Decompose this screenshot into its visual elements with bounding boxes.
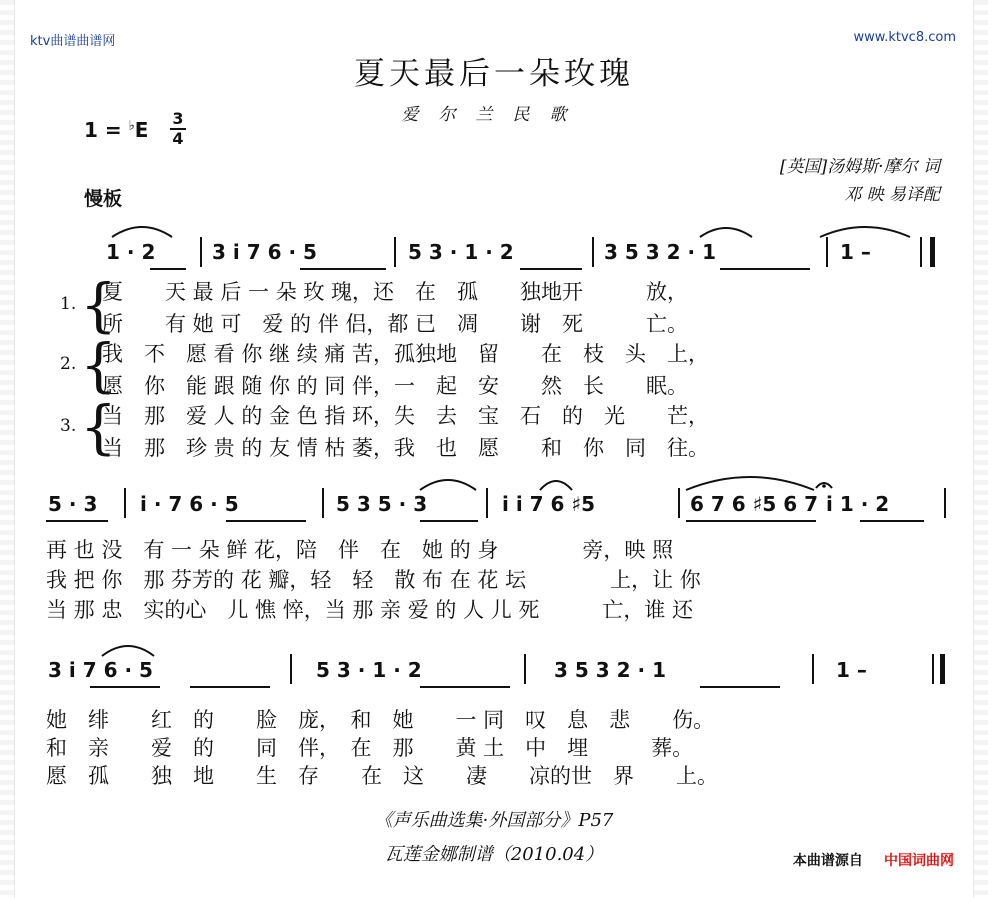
beam — [300, 268, 386, 270]
measure: 6 7 6 ♯5 6 7 — [690, 492, 818, 516]
barline — [524, 654, 526, 684]
lyricist-credit: [英国]汤姆斯·摩尔 词 — [779, 157, 940, 177]
beam — [90, 686, 160, 688]
beam — [226, 520, 306, 522]
book-reference: 《声乐曲选集·外国部分》P57 — [374, 810, 614, 831]
barline — [322, 488, 324, 518]
measure: i · 7 6 · 5 — [140, 492, 239, 516]
lyric-line: 我 不 愿 看 你 继 续 痛 苦，孤独地 留 在 枝 头 上， — [102, 342, 710, 366]
measure: 1 · 2 — [106, 240, 156, 264]
key-prefix: 1 = — [84, 118, 129, 142]
end-barline-thick — [940, 654, 945, 684]
lyric-line: 和 亲 爱 的 同 伴， 在 那 黄 土 中 埋 葬。 — [46, 736, 694, 760]
measure: 1 – — [840, 240, 871, 264]
source-prefix: 本曲谱源自 — [792, 853, 863, 869]
lyric-line: 当 那 珍 贵 的 友 情 枯 萎，我 也 愿 和 你 同 往。 — [102, 436, 710, 460]
barline — [592, 237, 594, 267]
beam — [520, 268, 582, 270]
time-bottom: 4 — [170, 128, 186, 148]
lyric-line: 夏 天 最 后 一 朵 玫 瑰，还 在 孤 独地开 放， — [102, 280, 689, 304]
key-flat: ♭ — [128, 118, 135, 134]
repeat-barline — [920, 237, 922, 267]
time-signature — [170, 110, 186, 148]
verse-number: 3. — [60, 416, 77, 436]
source-site-link[interactable]: 中国词曲网 — [884, 853, 954, 869]
end-barline — [932, 654, 934, 684]
measure: 5 3 · 1 · 2 — [316, 658, 422, 682]
beam — [700, 686, 780, 688]
translator-credit: 邓 映 易译配 — [844, 185, 940, 205]
lyric-line: 当 那 爱 人 的 金 色 指 环，失 去 宝 石 的 光 芒， — [102, 404, 710, 428]
lyric-line: 愿 孤 独 地 生 存 在 这 凄 凉的世 界 上。 — [46, 764, 718, 788]
key-signature — [84, 118, 148, 142]
left-edge-strip — [0, 0, 15, 898]
barline — [826, 237, 828, 267]
time-top: 3 — [172, 109, 184, 128]
barline — [124, 488, 126, 518]
measure: 3 5 3 2 · 1 — [604, 240, 716, 264]
beam — [190, 686, 270, 688]
measure: 3 i 7 6 · 5 — [48, 658, 153, 682]
site-label-left: ktv曲谱曲谱网 — [30, 34, 116, 49]
measure: i i 7 6 ♯5 — [502, 492, 595, 516]
measure: 5 3 5 · 3 — [336, 492, 428, 516]
verse-number: 1. — [60, 294, 77, 314]
beam — [686, 520, 816, 522]
right-edge-strip — [973, 0, 988, 898]
source-credit — [793, 850, 954, 870]
lyric-line: 愿 你 能 跟 随 你 的 同 伴，一 起 安 然 长 眠。 — [102, 374, 689, 398]
beam — [46, 520, 108, 522]
barline — [944, 488, 946, 518]
beam — [150, 268, 186, 270]
barline — [394, 237, 396, 267]
measure: 1 – — [836, 658, 867, 682]
barline — [678, 488, 680, 518]
lyric-line: 所 有 她 可 爱 的 伴 侣，都 已 凋 谢 死 亡。 — [102, 312, 689, 336]
verse-number: 2. — [60, 354, 77, 374]
measure: i 1 · 2 — [826, 492, 890, 516]
lyric-line: 她 绯 红 的 脸 庞， 和 她 一 同 叹 息 悲 伤。 — [46, 708, 715, 732]
beam — [420, 520, 478, 522]
song-subtitle: 爱尔兰民歌 — [401, 105, 587, 125]
barline — [486, 488, 488, 518]
tempo-marking: 慢板 — [84, 188, 123, 210]
lyric-line: 再 也 没 有 一 朵 鲜 花，陪 伴 在 她 的 身 旁，映 照 — [46, 538, 674, 562]
barline — [812, 654, 814, 684]
score-maker: 瓦莲金娜制谱（2010.04） — [384, 844, 604, 865]
barline — [200, 237, 202, 267]
barline — [290, 654, 292, 684]
slur-marks-row3 — [40, 632, 940, 662]
lyric-line: 我 把 你 那 芬芳的 花 瓣，轻 轻 散 布 在 花 坛 上，让 你 — [46, 568, 701, 592]
site-label-right: www.ktvc8.com — [853, 30, 956, 45]
beam — [860, 520, 924, 522]
verse-brace: { — [80, 331, 117, 399]
measure: 5 · 3 — [48, 492, 98, 516]
beam — [720, 268, 810, 270]
key-note: E — [134, 118, 149, 142]
verse-brace: { — [80, 271, 117, 339]
measure: 3 5 3 2 · 1 — [554, 658, 666, 682]
repeat-barline-thick — [930, 237, 935, 267]
song-title: 夏天最后一朵玫瑰 — [354, 56, 634, 92]
lyric-line: 当 那 忠 实的心 儿 憔 悴，当 那 亲 爱 的 人 儿 死 亡，谁 还 — [46, 598, 694, 622]
measure: 3 i 7 6 · 5 — [212, 240, 317, 264]
beam — [420, 686, 510, 688]
measure: 5 3 · 1 · 2 — [408, 240, 514, 264]
verse-brace: { — [80, 393, 117, 461]
